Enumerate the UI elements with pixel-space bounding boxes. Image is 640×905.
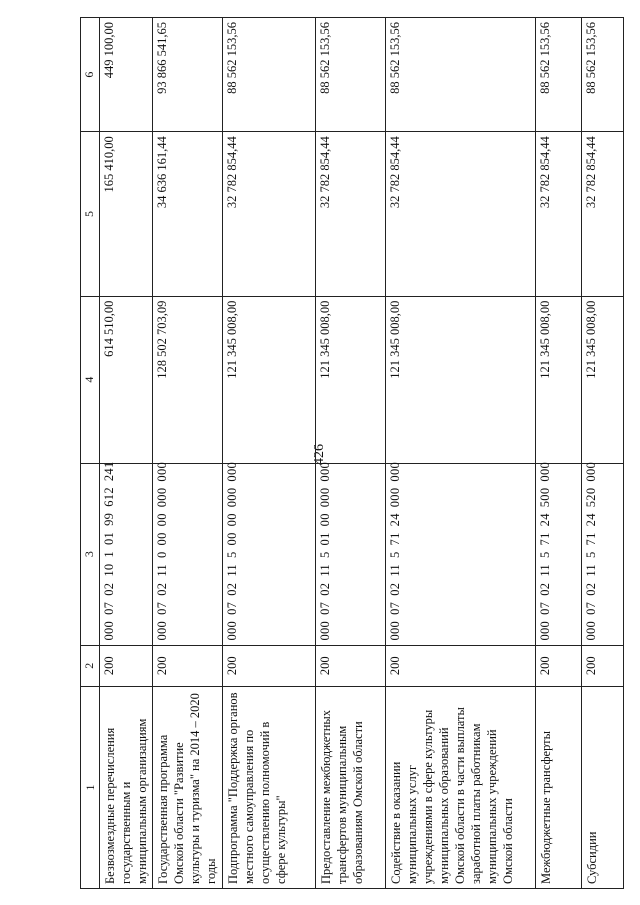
kbk-part: 02 bbox=[225, 582, 239, 596]
table-row bbox=[536, 18, 582, 889]
kbk-part: 000 bbox=[584, 620, 598, 641]
row-value-4: 614 510,00 bbox=[100, 296, 153, 463]
kbk-part: 71 bbox=[584, 532, 598, 546]
row-value-6: 88 562 153,56 bbox=[223, 18, 316, 132]
row-value-6: 88 562 153,56 bbox=[386, 18, 536, 132]
row-name: Государственная программа Омской области "Развитие культуры и туризма" на 2014 – 2020 годы bbox=[153, 686, 223, 888]
table-row bbox=[582, 18, 624, 889]
header-col-6: 6 bbox=[81, 18, 100, 132]
kbk-part: 0 bbox=[155, 551, 169, 559]
kbk-part: 000 bbox=[538, 461, 552, 482]
page-number: 426 bbox=[312, 444, 327, 465]
kbk-part: 000 bbox=[225, 461, 239, 482]
kbk-part: 07 bbox=[155, 601, 169, 615]
header-col-3: 3 bbox=[81, 463, 100, 645]
row-value-6: 88 562 153,56 bbox=[582, 18, 624, 132]
kbk-part: 71 bbox=[388, 532, 402, 546]
kbk-part: 24 bbox=[538, 513, 552, 527]
kbk-part: 07 bbox=[584, 601, 598, 615]
kbk-part: 00 bbox=[155, 532, 169, 546]
kbk-part: 07 bbox=[102, 601, 116, 615]
kbk-part: 02 bbox=[102, 582, 116, 596]
kbk-part: 24 bbox=[584, 513, 598, 527]
kbk-part: 000 bbox=[318, 620, 332, 641]
kbk-part: 520 bbox=[584, 487, 598, 508]
table-row bbox=[153, 18, 223, 889]
row-kbk bbox=[536, 463, 582, 645]
kbk-part: 5 bbox=[538, 551, 552, 559]
kbk-part: 00 bbox=[318, 513, 332, 527]
kbk-part: 000 bbox=[155, 461, 169, 482]
row-value-5: 32 782 854,44 bbox=[536, 132, 582, 296]
kbk-part: 000 bbox=[388, 461, 402, 482]
kbk-part: 11 bbox=[155, 564, 169, 577]
row-name: Содействие в оказании муниципальных услуг учреждениями в сфере культуры муниципальных образований Омской области в части выплаты заработной платы работникам муниципальных учреждений Омской области bbox=[386, 686, 536, 888]
kbk-part: 5 bbox=[584, 551, 598, 559]
table-body bbox=[100, 18, 624, 889]
header-col-1: 1 bbox=[81, 686, 100, 888]
kbk-part: 07 bbox=[318, 601, 332, 615]
budget-table bbox=[80, 17, 624, 889]
kbk-part: 000 bbox=[388, 487, 402, 508]
kbk-part: 24 bbox=[388, 513, 402, 527]
row-value-5: 32 782 854,44 bbox=[582, 132, 624, 296]
kbk-part: 000 bbox=[388, 620, 402, 641]
table-row bbox=[223, 18, 316, 889]
kbk-part: 11 bbox=[388, 564, 402, 577]
kbk-part: 02 bbox=[388, 582, 402, 596]
row-value-5: 165 410,00 bbox=[100, 132, 153, 296]
row-kbk bbox=[582, 463, 624, 645]
row-value-5: 34 636 161,44 bbox=[153, 132, 223, 296]
kbk-part: 000 bbox=[225, 620, 239, 641]
kbk-part: 99 bbox=[102, 512, 116, 526]
kbk-part: 11 bbox=[538, 564, 552, 577]
row-code: 200 bbox=[153, 645, 223, 686]
table-row bbox=[100, 18, 153, 889]
kbk-part: 01 bbox=[102, 531, 116, 545]
row-kbk bbox=[316, 463, 386, 645]
kbk-part: 02 bbox=[538, 582, 552, 596]
row-code: 200 bbox=[316, 645, 386, 686]
row-kbk bbox=[153, 463, 223, 645]
row-value-4: 121 345 008,00 bbox=[223, 296, 316, 463]
row-value-4: 121 345 008,00 bbox=[386, 296, 536, 463]
kbk-part: 5 bbox=[388, 551, 402, 559]
row-value-4: 121 345 008,00 bbox=[582, 296, 624, 463]
kbk-part: 07 bbox=[225, 601, 239, 615]
table-row bbox=[386, 18, 536, 889]
kbk-part: 07 bbox=[538, 601, 552, 615]
row-kbk bbox=[100, 463, 153, 645]
kbk-part: 000 bbox=[538, 620, 552, 641]
kbk-part: 11 bbox=[225, 564, 239, 577]
row-value-4: 128 502 703,09 bbox=[153, 296, 223, 463]
header-col-5: 5 bbox=[81, 132, 100, 296]
row-value-6: 88 562 153,56 bbox=[536, 18, 582, 132]
row-value-5: 32 782 854,44 bbox=[223, 132, 316, 296]
kbk-part: 000 bbox=[318, 487, 332, 508]
row-code: 200 bbox=[223, 645, 316, 686]
row-value-6: 93 866 541,65 bbox=[153, 18, 223, 132]
table-header-row bbox=[81, 18, 100, 889]
row-value-6: 88 562 153,56 bbox=[316, 18, 386, 132]
kbk-part: 02 bbox=[318, 582, 332, 596]
row-name: Субсидии bbox=[582, 686, 624, 888]
kbk-part: 5 bbox=[318, 551, 332, 559]
kbk-part: 500 bbox=[538, 487, 552, 508]
row-name: Межбюджетные трансферты bbox=[536, 686, 582, 888]
header-col-2: 2 bbox=[81, 645, 100, 686]
kbk-part: 07 bbox=[388, 601, 402, 615]
row-value-6: 449 100,00 bbox=[100, 18, 153, 132]
kbk-part: 00 bbox=[225, 513, 239, 527]
row-code: 200 bbox=[386, 645, 536, 686]
kbk-part: 1 bbox=[102, 551, 116, 558]
row-code: 200 bbox=[100, 645, 153, 686]
row-name: Предоставление межбюджетных трансфертов муниципальным образованиям Омской области bbox=[316, 686, 386, 888]
table-row bbox=[316, 18, 386, 889]
row-kbk bbox=[223, 463, 316, 645]
kbk-part: 01 bbox=[318, 532, 332, 546]
kbk-part: 00 bbox=[155, 513, 169, 527]
kbk-part: 241 bbox=[102, 461, 116, 482]
rotated-table-wrapper bbox=[80, 17, 600, 889]
kbk-part: 000 bbox=[102, 620, 116, 641]
row-code: 200 bbox=[536, 645, 582, 686]
kbk-part: 612 bbox=[102, 487, 116, 507]
row-name: Безвозмездные перечисления государственным и муниципальным организациям bbox=[100, 686, 153, 888]
kbk-part: 00 bbox=[225, 532, 239, 546]
kbk-part: 000 bbox=[318, 461, 332, 482]
row-value-5: 32 782 854,44 bbox=[386, 132, 536, 296]
row-code: 200 bbox=[582, 645, 624, 686]
row-value-5: 32 782 854,44 bbox=[316, 132, 386, 296]
kbk-part: 000 bbox=[155, 620, 169, 641]
kbk-part: 000 bbox=[225, 487, 239, 508]
kbk-part: 5 bbox=[225, 551, 239, 559]
kbk-part: 000 bbox=[584, 461, 598, 482]
kbk-part: 11 bbox=[318, 564, 332, 577]
row-value-4: 121 345 008,00 bbox=[536, 296, 582, 463]
kbk-part: 10 bbox=[102, 563, 116, 577]
row-value-4: 121 345 008,00 bbox=[316, 296, 386, 463]
kbk-part: 71 bbox=[538, 532, 552, 546]
kbk-part: 000 bbox=[155, 487, 169, 508]
kbk-part: 02 bbox=[584, 582, 598, 596]
header-col-4: 4 bbox=[81, 296, 100, 463]
row-kbk bbox=[386, 463, 536, 645]
kbk-part: 02 bbox=[155, 582, 169, 596]
kbk-part: 11 bbox=[584, 564, 598, 577]
row-name: Подпрограмма "Поддержка органов местного самоуправления по осуществлению полномочий в сфере культуры" bbox=[223, 686, 316, 888]
